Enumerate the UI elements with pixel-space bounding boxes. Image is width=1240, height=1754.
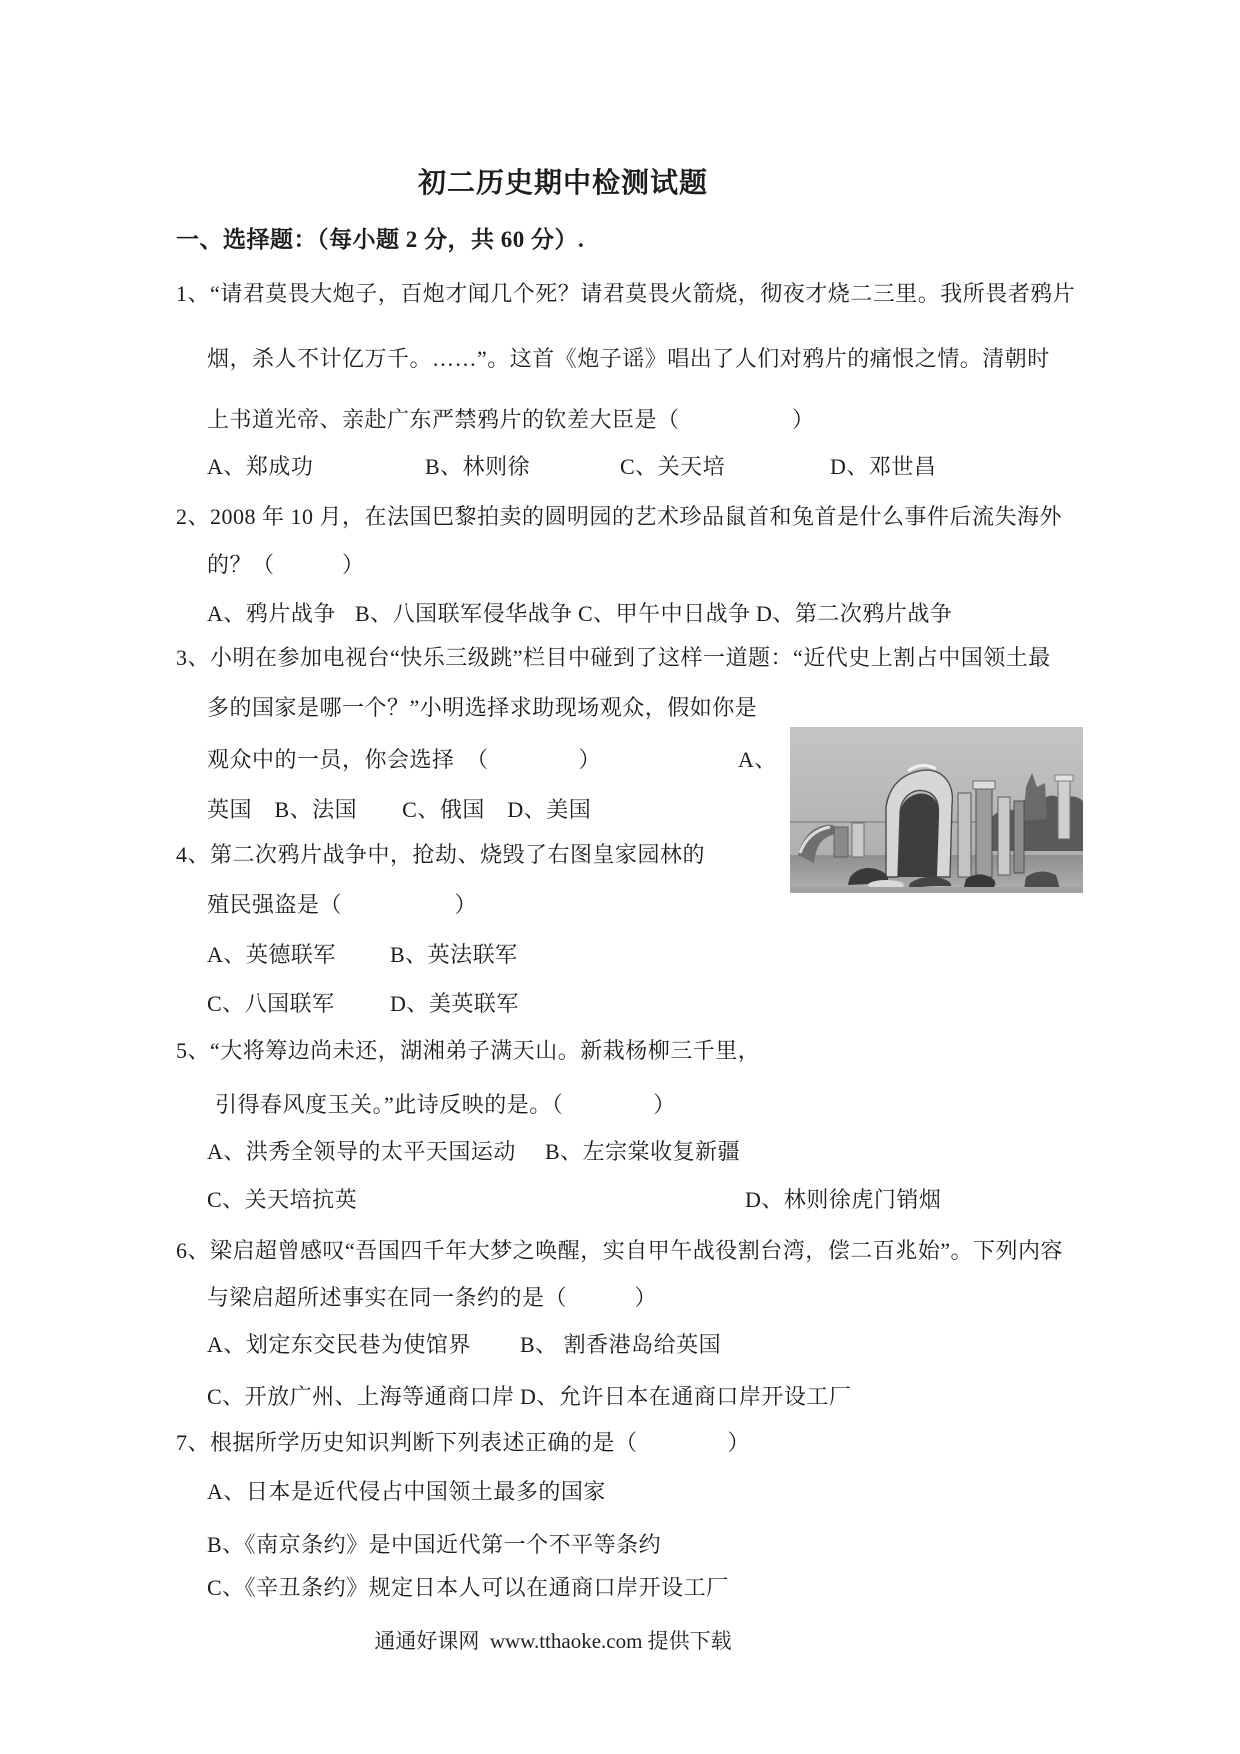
page-title: 初二历史期中检测试题 <box>417 168 709 199</box>
question-5-option-d: D、林则徐虎门销烟 <box>745 1187 942 1212</box>
question-3-options-row: 英国 B、法国 C、俄国 D、美国 <box>207 797 592 822</box>
question-3-option-a-label: A、 <box>738 747 777 772</box>
question-2-option-b: B、八国联军侵华战争 <box>355 601 573 626</box>
question-4-option-c: C、八国联军 <box>207 991 335 1016</box>
question-7-option-a: A、日本是近代侵占中国领土最多的国家 <box>207 1479 606 1504</box>
question-4-option-a: A、英德联军 <box>207 942 336 967</box>
question-1-option-b: B、林则徐 <box>425 454 531 479</box>
question-7-option-b: B、《南京条约》是中国近代第一个不平等条约 <box>207 1532 662 1557</box>
question-4-option-d: D、美英联军 <box>390 991 519 1016</box>
question-7-line-1: 7、根据所学历史知识判断下列表述正确的是（ ） <box>176 1430 751 1455</box>
question-3-line-2: 多的国家是哪一个？”小明选择求助现场观众，假如你是 <box>207 695 758 720</box>
question-5-line-2: 引得春风度玉关。”此诗反映的是。（ ） <box>215 1092 676 1117</box>
question-3-line-3: 观众中的一员，你会选择 （ ） <box>207 747 602 772</box>
question-4-line-2: 殖民强盗是（ ） <box>207 892 478 917</box>
question-7-option-c: C、《辛丑条约》规定日本人可以在通商口岸开设工厂 <box>207 1575 729 1600</box>
question-6-line-2: 与梁启超所述事实在同一条约的是（ ） <box>207 1285 658 1310</box>
question-2-option-c: C、甲午中日战争 <box>578 601 751 626</box>
question-6-option-d: D、允许日本在通商口岸开设工厂 <box>520 1384 852 1409</box>
question-1-line-1: 1、“请君莫畏大炮子，百炮才闻几个死？请君莫畏火箭烧，彻夜才烧二三里。我所畏者鸦片 <box>176 281 1076 306</box>
question-5-option-b: B、左宗棠收复新疆 <box>545 1139 741 1164</box>
question-2-line-2: 的？（ ） <box>207 552 365 577</box>
question-6-option-b: B、 割香港岛给英国 <box>520 1332 722 1357</box>
question-4-line-1: 4、第二次鸦片战争中，抢劫、烧毁了右图皇家园林的 <box>176 842 706 867</box>
question-6-line-1: 6、梁启超曾感叹“吾国四千年大梦之唤醒，实自甲午战役割台湾，偿二百兆始”。下列内容 <box>176 1238 1064 1263</box>
question-6-option-a: A、划定东交民巷为使馆界 <box>207 1332 471 1357</box>
question-5-option-c: C、关天培抗英 <box>207 1187 358 1212</box>
question-2-line-1: 2、2008 年 10 月，在法国巴黎拍卖的圆明园的艺术珍品鼠首和兔首是什么事件后流失海外 <box>176 504 1063 529</box>
section-header: 一、选择题：（每小题 2 分，共 60 分）. <box>176 227 585 252</box>
question-5-line-1: 5、“大将筹边尚未还，湖湘弟子满天山。新栽杨柳三千里， <box>176 1038 761 1063</box>
question-1-option-c: C、关天培 <box>620 454 726 479</box>
question-1-line-3: 上书道光帝、亲赴广东严禁鸦片的钦差大臣是（ ） <box>207 407 815 432</box>
question-1-option-d: D、邓世昌 <box>830 454 937 479</box>
yuanmingyuan-ruins-photo <box>790 727 1083 893</box>
question-3-line-1: 3、小明在参加电视台“快乐三级跳”栏目中碰到了这样一道题：“近代史上割占中国领土最 <box>176 645 1051 670</box>
question-2-option-d: D、第二次鸦片战争 <box>756 601 953 626</box>
question-4-option-b: B、英法联军 <box>390 942 518 967</box>
question-1-option-a: A、郑成功 <box>207 454 314 479</box>
question-2-option-a: A、鸦片战争 <box>207 601 336 626</box>
question-6-option-c: C、开放广州、上海等通商口岸 <box>207 1384 515 1409</box>
question-5-option-a: A、洪秀全领导的太平天国运动 <box>207 1139 516 1164</box>
question-1-line-2: 烟，杀人不计亿万千。……”。这首《炮子谣》唱出了人们对鸦片的痛恨之情。清朝时 <box>207 346 1050 371</box>
footer-provider-text: 通通好课网 www.tthaoke.com 提供下载 <box>374 1629 732 1653</box>
